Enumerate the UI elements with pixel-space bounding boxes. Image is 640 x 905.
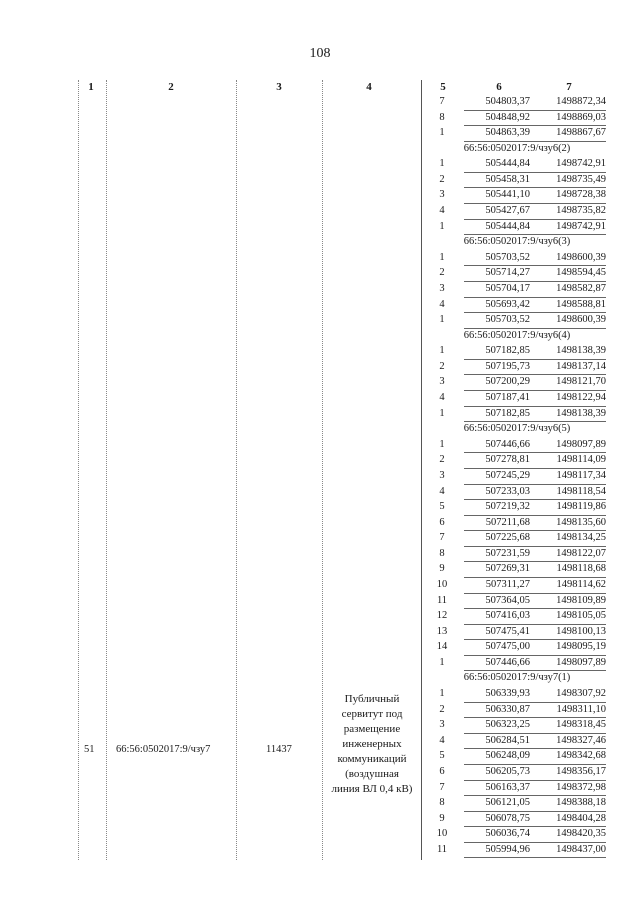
y-coordinate: 1498134,25 (556, 532, 606, 544)
y-coordinate: 1498311,10 (556, 703, 606, 715)
point-number: 1 (439, 314, 445, 326)
y-coordinate: 1498307,92 (556, 688, 606, 700)
x-coordinate: 507182,85 (485, 345, 530, 357)
x-coordinate: 507364,05 (485, 594, 530, 606)
coordinate-row (420, 220, 606, 236)
coordinate-row (420, 204, 606, 220)
x-coordinate: 505693,42 (485, 298, 530, 310)
column-divider (322, 80, 323, 860)
point-number: 3 (439, 282, 445, 294)
x-coordinate: 505994,96 (485, 843, 530, 855)
coordinate-row (420, 656, 606, 672)
y-coordinate: 1498095,19 (556, 641, 606, 653)
x-coordinate: 506339,93 (485, 688, 530, 700)
y-coordinate: 1498356,17 (556, 765, 606, 777)
point-number: 1 (439, 656, 445, 668)
x-coordinate: 507211,68 (485, 516, 530, 528)
x-coordinate: 506163,37 (485, 781, 530, 793)
y-coordinate: 1498118,68 (556, 563, 606, 575)
point-number: 1 (439, 158, 445, 170)
y-coordinate: 1498742,91 (556, 158, 606, 170)
coordinate-row (420, 562, 606, 578)
coordinate-row (420, 594, 606, 610)
x-coordinate: 506323,25 (485, 719, 530, 731)
point-number: 1 (439, 127, 445, 139)
x-coordinate: 504803,37 (485, 96, 530, 107)
point-number: 3 (439, 376, 445, 388)
y-coordinate: 1498097,89 (556, 438, 606, 450)
point-number: 4 (439, 205, 445, 217)
y-coordinate: 1498742,91 (556, 220, 606, 232)
coordinate-row (420, 282, 606, 298)
coordinate-row (420, 485, 606, 501)
y-coordinate: 1498318,45 (556, 719, 606, 731)
coordinate-row (420, 251, 606, 267)
coordinate-row (420, 266, 606, 282)
coordinate-row (420, 625, 606, 641)
row-underline (464, 857, 606, 858)
coordinate-row (420, 812, 606, 828)
y-coordinate: 1498122,07 (556, 547, 606, 559)
point-number: 5 (439, 750, 445, 762)
y-coordinate: 1498114,09 (556, 454, 606, 466)
point-number: 14 (436, 641, 448, 653)
y-coordinate: 1498404,28 (556, 812, 606, 824)
point-number: 1 (439, 220, 445, 232)
y-coordinate: 1498138,39 (556, 407, 606, 419)
x-coordinate: 507446,66 (485, 656, 530, 668)
column-header-4: 4 (366, 81, 372, 93)
x-coordinate: 506248,09 (485, 750, 530, 762)
x-coordinate: 506036,74 (485, 828, 530, 840)
x-coordinate: 507231,59 (485, 547, 530, 559)
coordinate-row (420, 578, 606, 594)
point-number: 3 (439, 189, 445, 201)
point-number: 2 (439, 703, 445, 715)
x-coordinate: 507416,03 (485, 610, 530, 622)
point-number: 9 (439, 812, 445, 824)
zone-header-row (420, 329, 606, 345)
x-coordinate: 505714,27 (485, 267, 530, 279)
zone-label: 66:56:0502017:9/чзу6(2) (463, 142, 571, 154)
zone-label: 66:56:0502017:9/чзу7(1) (463, 672, 571, 684)
coordinate-row (420, 609, 606, 625)
coordinate-row (420, 687, 606, 703)
point-number: 6 (439, 765, 445, 777)
y-coordinate: 1498588,81 (556, 298, 606, 310)
coordinate-row (420, 640, 606, 656)
y-coordinate: 1498097,89 (556, 656, 606, 668)
coordinate-row (420, 827, 606, 843)
x-coordinate: 505704,17 (485, 282, 530, 294)
record-number: 51 (84, 744, 95, 755)
x-coordinate: 507446,66 (485, 438, 530, 450)
coordinate-row (420, 843, 606, 859)
y-coordinate: 1498582,87 (556, 282, 606, 294)
y-coordinate: 1498872,34 (556, 96, 606, 107)
point-number: 2 (439, 360, 445, 372)
coordinate-row (420, 188, 606, 204)
point-number: 2 (439, 267, 445, 279)
column-header-1: 1 (88, 81, 94, 93)
point-number: 8 (439, 797, 445, 809)
point-number: 4 (439, 485, 445, 497)
point-number: 1 (439, 407, 445, 419)
zone-label: 66:56:0502017:9/чзу6(4) (463, 329, 571, 341)
point-number: 3 (439, 469, 445, 481)
column-header-3: 3 (276, 81, 282, 93)
coordinate-row (420, 453, 606, 469)
point-number: 2 (439, 173, 445, 185)
cadastral-number: 66:56:0502017:9/чзу7 (116, 744, 211, 755)
coordinate-row (420, 298, 606, 314)
point-number: 5 (439, 501, 445, 513)
x-coordinate: 507475,00 (485, 641, 530, 653)
column-header-2: 2 (168, 81, 174, 93)
coordinate-row (420, 313, 606, 329)
x-coordinate: 504848,92 (485, 111, 530, 123)
coordinate-row (420, 749, 606, 765)
x-coordinate: 507269,31 (485, 563, 530, 575)
y-coordinate: 1498121,70 (556, 376, 606, 388)
y-coordinate: 1498109,89 (556, 594, 606, 606)
point-number: 3 (439, 719, 445, 731)
y-coordinate: 1498100,13 (556, 625, 606, 637)
x-coordinate: 506121,05 (485, 797, 530, 809)
y-coordinate: 1498728,38 (556, 189, 606, 201)
y-coordinate: 1498735,82 (556, 205, 606, 217)
point-number: 4 (439, 734, 445, 746)
x-coordinate: 505458,31 (485, 173, 530, 185)
x-coordinate: 504863,39 (485, 127, 530, 139)
zone-label: 66:56:0502017:9/чзу6(5) (463, 423, 571, 435)
y-coordinate: 1498122,94 (556, 392, 606, 404)
point-number: 7 (439, 781, 445, 793)
point-number: 9 (439, 563, 445, 575)
column-header-5: 5 (440, 81, 446, 93)
y-coordinate: 1498117,34 (556, 469, 606, 481)
y-coordinate: 1498138,39 (556, 345, 606, 357)
y-coordinate: 1498137,14 (556, 360, 606, 372)
x-coordinate: 505441,10 (485, 189, 530, 201)
point-number: 12 (436, 610, 448, 622)
y-coordinate: 1498114,62 (556, 578, 606, 590)
coordinate-row (420, 469, 606, 485)
point-number: 8 (439, 547, 445, 559)
x-coordinate: 507278,81 (485, 454, 530, 466)
zone-header-row (420, 142, 606, 158)
point-number: 1 (439, 345, 445, 357)
coordinate-row (420, 173, 606, 189)
y-coordinate: 1498372,98 (556, 781, 606, 793)
coordinate-row (420, 516, 606, 532)
point-number: 11 (436, 843, 448, 855)
point-number: 10 (436, 578, 448, 590)
x-coordinate: 506284,51 (485, 734, 530, 746)
zone-label: 66:56:0502017:9/чзу6(3) (463, 236, 571, 248)
column-divider (236, 80, 237, 860)
coordinate-row (420, 438, 606, 454)
x-coordinate: 507475,41 (485, 625, 530, 637)
area-value: 11437 (266, 744, 292, 755)
point-number: 1 (439, 438, 445, 450)
coordinate-row (420, 375, 606, 391)
point-number: 1 (439, 688, 445, 700)
coordinate-row (420, 718, 606, 734)
column-divider (106, 80, 107, 860)
y-coordinate: 1498327,46 (556, 734, 606, 746)
zone-header-row (420, 235, 606, 251)
coordinate-row (420, 703, 606, 719)
coordinate-row (420, 360, 606, 376)
coordinate-row (420, 95, 606, 111)
point-number: 4 (439, 298, 445, 310)
y-coordinate: 1498594,45 (556, 267, 606, 279)
x-coordinate: 507182,85 (485, 407, 530, 419)
coordinate-row (420, 531, 606, 547)
coordinate-row (420, 734, 606, 750)
x-coordinate: 505703,52 (485, 251, 530, 263)
x-coordinate: 506330,87 (485, 703, 530, 715)
y-coordinate: 1498135,60 (556, 516, 606, 528)
x-coordinate: 505444,84 (485, 220, 530, 232)
point-number: 10 (436, 828, 448, 840)
x-coordinate: 507200,29 (485, 376, 530, 388)
y-coordinate: 1498735,49 (556, 173, 606, 185)
x-coordinate: 507225,68 (485, 532, 530, 544)
x-coordinate: 505703,52 (485, 314, 530, 326)
point-number: 8 (439, 111, 445, 123)
coordinate-row (420, 547, 606, 563)
y-coordinate: 1498869,03 (556, 111, 606, 123)
y-coordinate: 1498105,05 (556, 610, 606, 622)
point-number: 6 (439, 516, 445, 528)
point-number: 1 (439, 251, 445, 263)
x-coordinate: 507187,41 (485, 392, 530, 404)
y-coordinate: 1498119,86 (556, 501, 606, 513)
zone-header-row (420, 422, 606, 438)
x-coordinate: 507233,03 (485, 485, 530, 497)
y-coordinate: 1498342,68 (556, 750, 606, 762)
y-coordinate: 1498118,54 (556, 485, 606, 497)
coordinate-row (420, 126, 606, 142)
y-coordinate: 1498600,39 (556, 251, 606, 263)
coordinate-row (420, 344, 606, 360)
coordinate-row (420, 111, 606, 127)
point-number: 7 (439, 532, 445, 544)
x-coordinate: 507311,27 (485, 578, 530, 590)
x-coordinate: 506205,73 (485, 765, 530, 777)
y-coordinate: 1498437,00 (556, 843, 606, 855)
point-number: 11 (436, 594, 448, 606)
x-coordinate: 506078,75 (485, 812, 530, 824)
coordinate-row (420, 407, 606, 423)
coordinate-row (420, 157, 606, 173)
x-coordinate: 507245,29 (485, 469, 530, 481)
column-header-7: 7 (566, 81, 572, 93)
column-divider (78, 80, 79, 860)
column-header-6: 6 (496, 81, 502, 93)
coordinate-row (420, 500, 606, 516)
point-number: 4 (439, 392, 445, 404)
x-coordinate: 505444,84 (485, 158, 530, 170)
point-number: 13 (436, 625, 448, 637)
coordinate-row (420, 765, 606, 781)
y-coordinate: 1498867,67 (556, 127, 606, 139)
coordinate-row (420, 781, 606, 797)
coordinate-row (420, 391, 606, 407)
y-coordinate: 1498388,18 (556, 797, 606, 809)
x-coordinate: 507195,73 (485, 360, 530, 372)
point-number: 7 (439, 96, 445, 107)
y-coordinate: 1498420,35 (556, 828, 606, 840)
x-coordinate: 507219,32 (485, 501, 530, 513)
coordinate-row (420, 796, 606, 812)
servitude-description: Публичный сервитут под размещение инженерных коммуникаций (воздушная линия ВЛ 0,4 кВ) (331, 693, 413, 795)
page-number: 108 (309, 46, 331, 61)
y-coordinate: 1498600,39 (556, 314, 606, 326)
zone-header-row (420, 671, 606, 687)
x-coordinate: 505427,67 (485, 205, 530, 217)
point-number: 2 (439, 454, 445, 466)
